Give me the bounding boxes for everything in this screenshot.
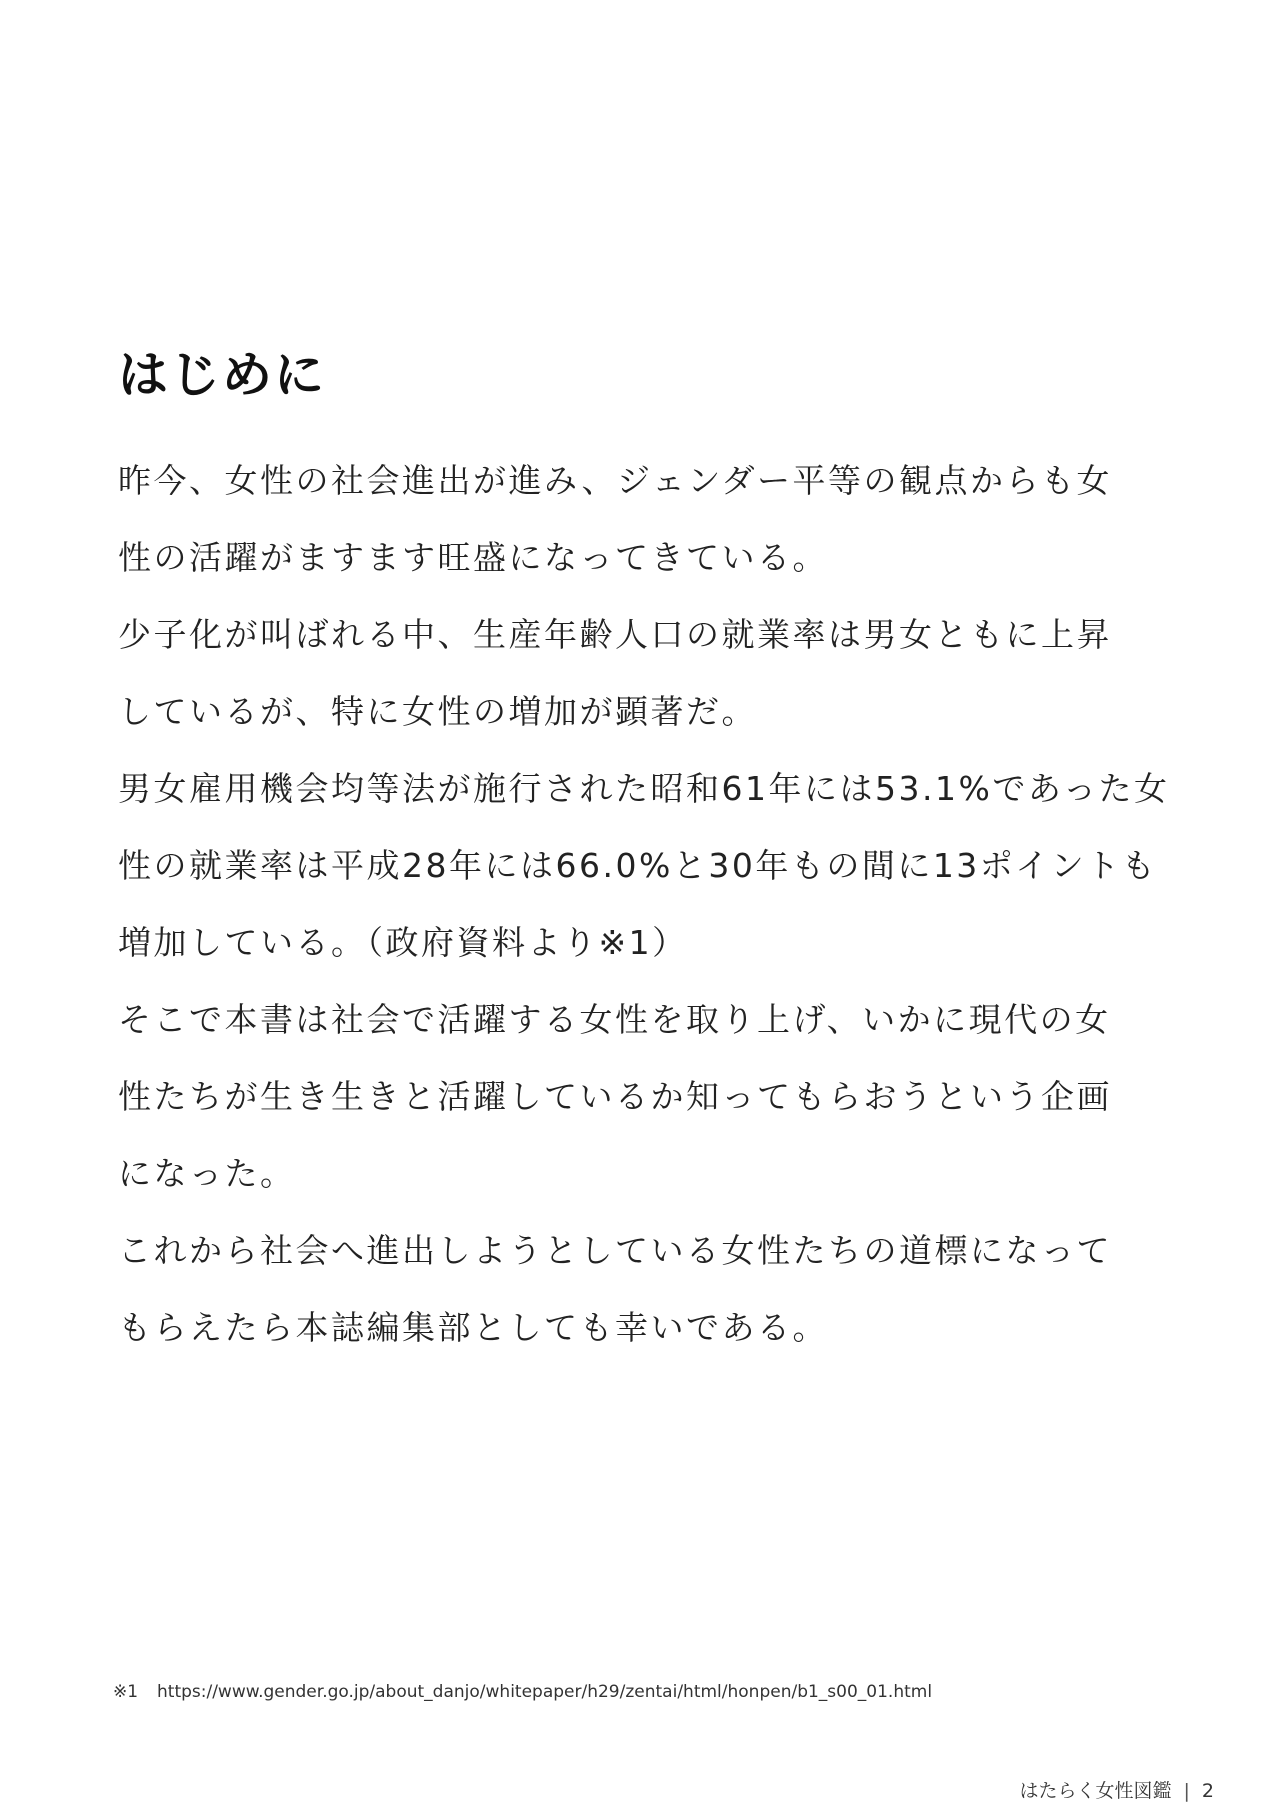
body-line: これから社会へ進出しようとしている女性たちの道標になって: [118, 1231, 1112, 1270]
body-line: そこで本書は社会で活躍する女性を取り上げ、いかに現代の女: [118, 1000, 1111, 1039]
page-title: はじめに: [118, 346, 326, 404]
body-line: しているが、特に女性の増加が顕著だ。: [118, 692, 757, 731]
body-line: になった。: [118, 1154, 296, 1193]
page-number: 2: [1201, 1780, 1214, 1802]
body-line: もらえたら本誌編集部としても幸いである。: [118, 1308, 828, 1347]
body-line: 昨今、女性の社会進出が進み、ジェンダー平等の観点からも女: [118, 461, 1112, 500]
body-line: 性の活躍がますます旺盛になってきている。: [118, 538, 828, 577]
footnote-mark: ※1: [113, 1682, 139, 1702]
page-footer: [1019, 1777, 1214, 1805]
publication-name: はたらく女性図鑑: [1019, 1780, 1172, 1802]
body-text: [118, 442, 1178, 1366]
footer-separator: |: [1183, 1780, 1190, 1802]
body-line: 男女雇用機会均等法が施行された昭和61年には53.1%であった女: [118, 769, 1170, 808]
footnote-url: https://www.gender.go.jp/about_danjo/whitepaper/h29/zentai/html/honpen/b1_s00_01.html: [157, 1682, 933, 1702]
body-line: 性たちが生き生きと活躍しているか知ってもらおうという企画: [118, 1077, 1112, 1116]
footnote: [113, 1680, 932, 1704]
body-line: 増加している。（政府資料より※1）: [118, 923, 688, 962]
body-line: 少子化が叫ばれる中、生産年齢人口の就業率は男女ともに上昇: [118, 615, 1112, 654]
body-line: 性の就業率は平成28年には66.0%と30年もの間に13ポイントも: [118, 846, 1158, 885]
